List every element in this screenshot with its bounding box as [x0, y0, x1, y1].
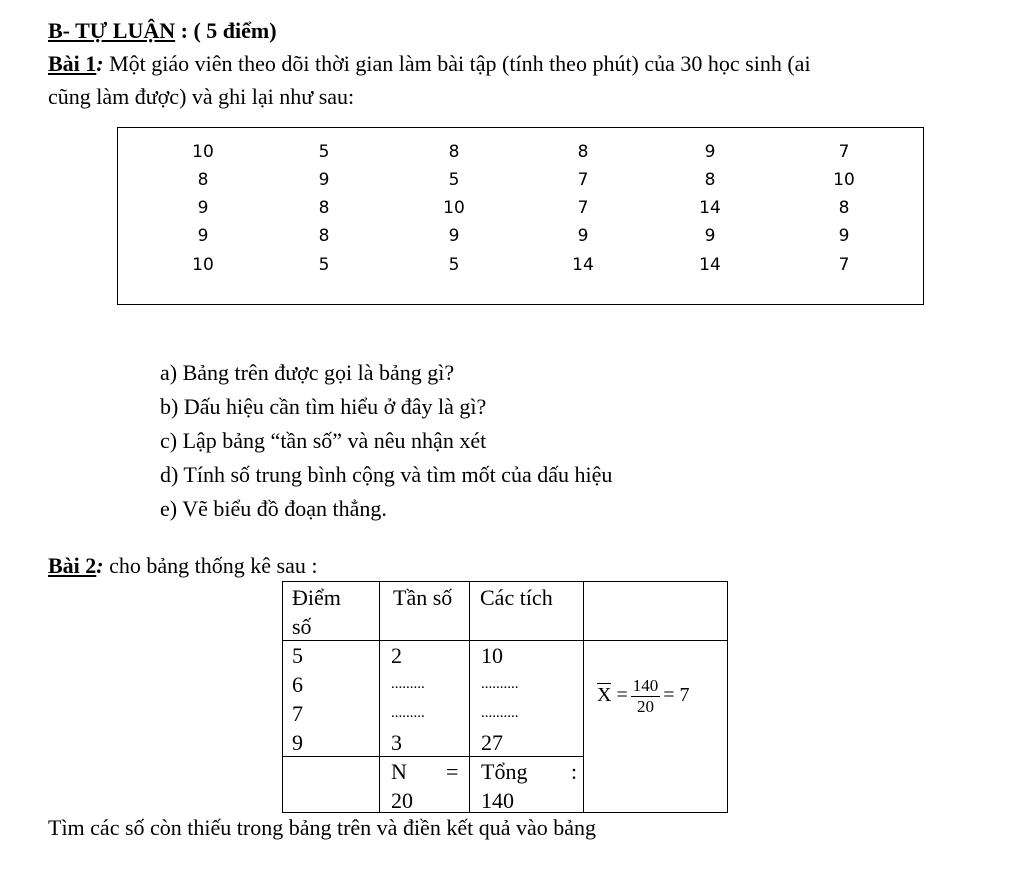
- data-cell: 14: [699, 255, 721, 275]
- diem-value: 9: [292, 730, 303, 755]
- tanso-blank: .........: [391, 676, 425, 692]
- question-e: e) Vẽ biểu đồ đoạn thẳng.: [160, 496, 387, 521]
- header-tan-so: Tần số: [393, 585, 453, 610]
- formula-result: 7: [679, 684, 690, 707]
- data-cell: 9: [197, 198, 209, 218]
- data-cell: 9: [448, 226, 460, 246]
- data-cell: 9: [704, 142, 716, 162]
- header-diem-line1: Điểm: [292, 585, 341, 610]
- tanso-column: [391, 641, 425, 757]
- data-cell: 7: [838, 255, 850, 275]
- cactich-value: 27: [481, 730, 503, 755]
- cactich-blank: ..........: [481, 676, 519, 692]
- tong-value: 140: [481, 788, 514, 813]
- data-cell: 8: [448, 142, 460, 162]
- diem-value: 7: [292, 701, 303, 726]
- tanso-blank: .........: [391, 705, 425, 721]
- data-cell: 10: [192, 142, 214, 162]
- table-divider: [379, 582, 380, 812]
- bai1-questions: [160, 356, 612, 526]
- data-cell: 8: [838, 198, 850, 218]
- bai1-colon: :: [96, 51, 104, 76]
- diem-value: 5: [292, 643, 303, 668]
- data-cell: 9: [704, 226, 716, 246]
- data-cell: 9: [318, 170, 330, 190]
- header-diem-line2: số: [292, 614, 312, 639]
- data-cell: 5: [318, 142, 330, 162]
- mean-symbol: X: [597, 684, 612, 707]
- tong-label: Tổng: [481, 759, 528, 784]
- data-cell: 10: [443, 198, 465, 218]
- question-c: c) Lập bảng “tần số” và nêu nhận xét: [160, 428, 487, 453]
- data-cell: 9: [577, 226, 589, 246]
- header-diem-so: [292, 583, 341, 641]
- n-value: 20: [391, 788, 413, 813]
- bai1-label: Bài 1: [48, 51, 97, 76]
- bai1-text-line2: cũng làm được) và ghi lại như sau:: [48, 84, 355, 109]
- tanso-value: 2: [391, 643, 402, 668]
- bai2-instruction: Tìm các số còn thiếu trong bảng trên và điền kết quả vào bảng: [48, 815, 596, 840]
- cactich-value: 10: [481, 643, 503, 668]
- data-cell: 10: [833, 170, 855, 190]
- data-cell: 10: [192, 255, 214, 275]
- section-title: B- TỰ LUẬN: [48, 18, 176, 43]
- data-cell: 14: [699, 198, 721, 218]
- bai1-data-table: [117, 127, 924, 305]
- table-divider: [469, 582, 470, 812]
- question-a: a) Bảng trên được gọi là bảng gì?: [160, 360, 455, 385]
- data-cell: 7: [577, 170, 589, 190]
- data-cell: 7: [838, 142, 850, 162]
- question-b: b) Dấu hiệu cần tìm hiểu ở đây là gì?: [160, 394, 487, 419]
- data-cell: 8: [318, 226, 330, 246]
- data-cell: 9: [197, 226, 209, 246]
- bai1-text-line1: Một giáo viên theo dõi thời gian làm bài tập (tính theo phút) của 30 học sinh (ai: [103, 51, 811, 76]
- fraction-numerator: 140: [632, 676, 659, 695]
- n-equals: =: [446, 759, 459, 784]
- tong-colon: :: [571, 759, 578, 784]
- header-cac-tich: Các tích: [480, 585, 553, 610]
- data-cell: 8: [197, 170, 209, 190]
- section-points: : ( 5 điểm): [180, 18, 277, 43]
- data-cell: 7: [577, 198, 589, 218]
- bai2-label: Bài 2: [48, 553, 97, 578]
- table-divider: [583, 582, 584, 812]
- tanso-value: 3: [391, 730, 402, 755]
- data-cell: 5: [448, 255, 460, 275]
- data-cell: 8: [318, 198, 330, 218]
- section-heading: [48, 18, 277, 44]
- table-divider: [283, 756, 583, 757]
- data-cell: 9: [838, 226, 850, 246]
- bai2-heading: [48, 553, 317, 579]
- data-cell: 5: [448, 170, 460, 190]
- n-label: N: [391, 759, 407, 784]
- cactich-column: [481, 641, 519, 757]
- formula-equals: =: [663, 684, 675, 707]
- bai2-colon: :: [96, 553, 104, 578]
- question-d: d) Tính số trung bình cộng và tìm mốt của dấu hiệu: [160, 462, 613, 487]
- data-cell: 5: [318, 255, 330, 275]
- data-cell: 8: [577, 142, 589, 162]
- fraction-denominator: 20: [636, 697, 654, 716]
- mean-formula: [597, 676, 690, 717]
- formula-equals: =: [616, 684, 628, 707]
- data-cell: 8: [704, 170, 716, 190]
- cactich-blank: ..........: [481, 705, 519, 721]
- diem-column: [292, 641, 303, 757]
- bai1-intro-line1: [48, 51, 811, 77]
- diem-value: 6: [292, 672, 303, 697]
- data-cell: 14: [572, 255, 594, 275]
- formula-fraction: [631, 676, 661, 717]
- bai2-text: cho bảng thống kê sau :: [103, 553, 318, 578]
